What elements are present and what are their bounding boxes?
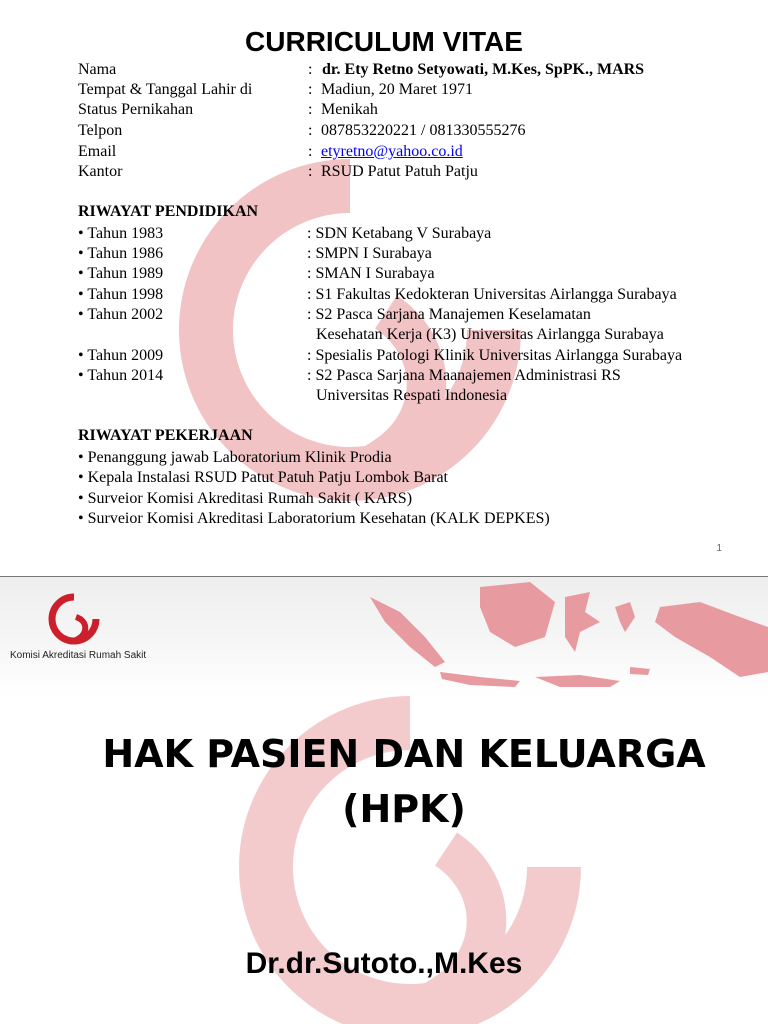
cv-title: CURRICULUM VITAE xyxy=(245,26,523,57)
colon: : xyxy=(308,61,313,78)
education-year: • Tahun 2002 xyxy=(78,306,164,323)
colon: : xyxy=(308,143,313,160)
work-item: • Kepala Instalasi RSUD Patut Patuh Patju Lombok Barat xyxy=(78,469,448,486)
work-item: • Surveior Komisi Akreditasi Rumah Sakit ( KARS) xyxy=(78,490,413,507)
logo-text: Komisi Akreditasi Rumah Sakit xyxy=(10,650,147,661)
education-year: • Tahun 1983 xyxy=(78,225,164,242)
education-desc: : SMPN I Surabaya xyxy=(307,245,432,262)
title-slide xyxy=(0,577,768,1024)
education-desc: : S2 Pasca Sarjana Maanajemen Administrasi RS xyxy=(307,367,621,384)
education-desc: : S1 Fakultas Kedokteran Universitas Airlangga Surabaya xyxy=(307,286,677,303)
title-line-1: HAK PASIEN DAN KELUARGA xyxy=(102,732,706,776)
personal-value: Menikah xyxy=(321,101,378,118)
education-year: • Tahun 2014 xyxy=(78,367,164,384)
work-heading: RIWAYAT PEKERJAAN xyxy=(78,427,253,444)
education-heading: RIWAYAT PENDIDIKAN xyxy=(78,203,259,220)
personal-label: Telpon xyxy=(78,122,123,139)
colon: : xyxy=(308,81,313,98)
education-desc: : SDN Ketabang V Surabaya xyxy=(307,225,492,242)
education-desc-cont: Kesehatan Kerja (K3) Universitas Airlangga Surabaya xyxy=(316,326,664,343)
personal-label: Nama xyxy=(78,61,117,78)
education-year: • Tahun 2009 xyxy=(78,347,164,364)
education-year: • Tahun 1989 xyxy=(78,265,164,282)
colon: : xyxy=(308,163,313,180)
email-link[interactable]: etyretno@yahoo.co.id xyxy=(321,143,463,160)
personal-value: 087853220221 / 081330555276 xyxy=(321,122,526,139)
title-line-2: (HPK) xyxy=(342,787,466,831)
colon: : xyxy=(308,122,313,139)
personal-label: Email xyxy=(78,143,117,160)
personal-value: Madiun, 20 Maret 1971 xyxy=(321,81,473,98)
education-desc: : Spesialis Patologi Klinik Universitas Airlangga Surabaya xyxy=(307,347,683,364)
work-item: • Surveior Komisi Akreditasi Laboratorium Kesehatan (KALK DEPKES) xyxy=(78,510,550,527)
page-number: 1 xyxy=(716,543,722,554)
education-desc: : S2 Pasca Sarjana Manajemen Keselamatan xyxy=(307,306,591,323)
personal-label: Kantor xyxy=(78,163,123,180)
personal-value: dr. Ety Retno Setyowati, M.Kes, SpPK., MARS xyxy=(322,61,645,78)
personal-label: Status Pernikahan xyxy=(78,101,194,118)
indonesia-map-icon xyxy=(330,577,768,697)
personal-value: RSUD Patut Patuh Patju xyxy=(321,163,478,180)
education-year: • Tahun 1986 xyxy=(78,245,164,262)
personal-label: Tempat & Tanggal Lahir di xyxy=(78,81,253,98)
work-item: • Penanggung jawab Laboratorium Klinik Prodia xyxy=(78,449,392,466)
presenter-name: Dr.dr.Sutoto.,M.Kes xyxy=(245,947,523,980)
education-desc-cont: Universitas Respati Indonesia xyxy=(316,387,508,404)
presentation-title xyxy=(0,727,768,837)
colon: : xyxy=(308,101,313,118)
education-desc: : SMAN I Surabaya xyxy=(307,265,435,282)
kars-logo-icon xyxy=(44,591,104,651)
education-year: • Tahun 1998 xyxy=(78,286,164,303)
